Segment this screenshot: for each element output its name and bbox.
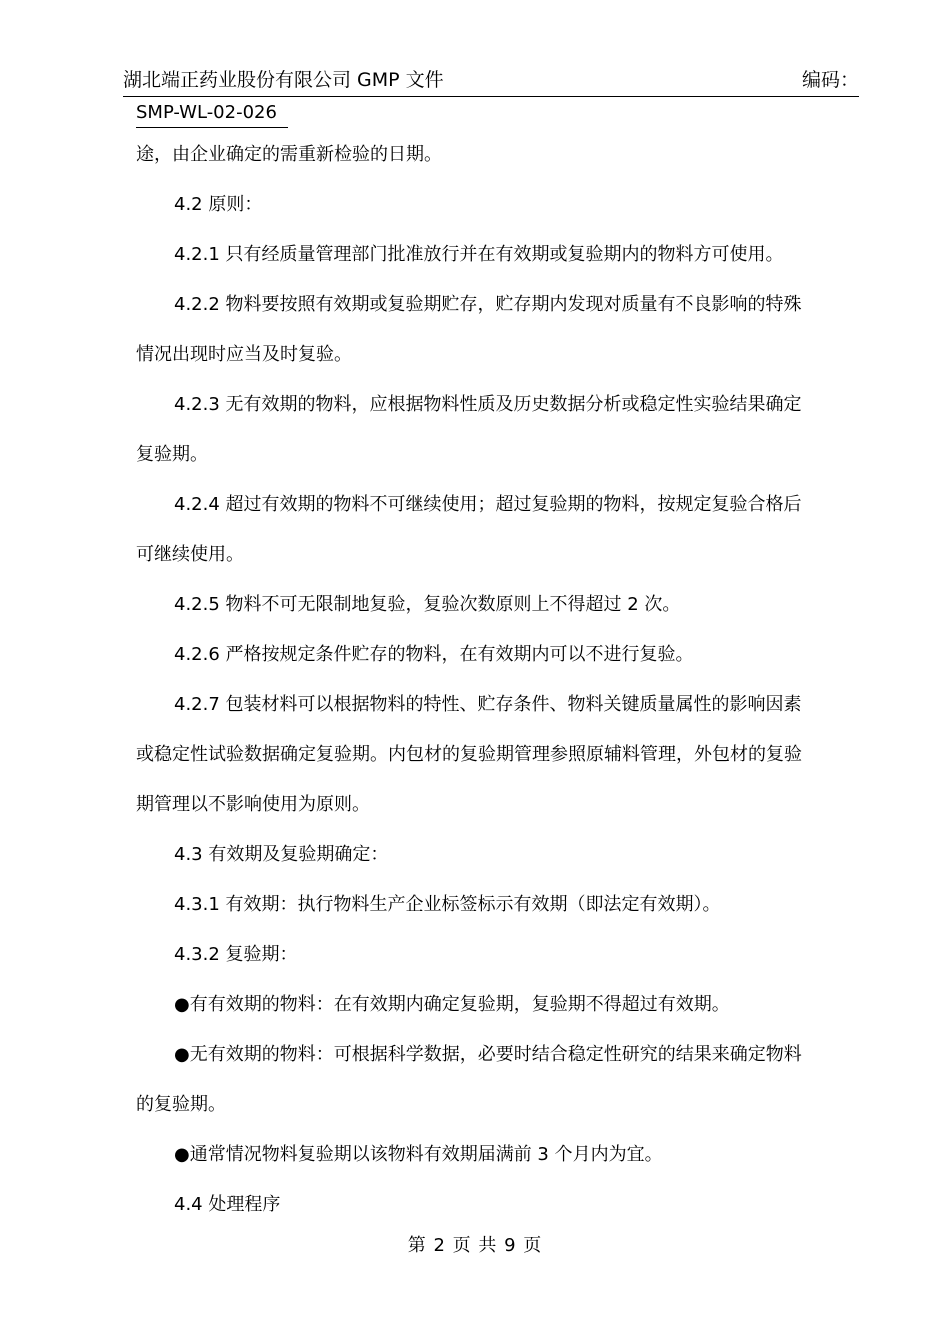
paragraph-line: 4.4 处理程序 xyxy=(174,1194,281,1215)
document-code-underline xyxy=(136,127,288,128)
page-header xyxy=(123,66,859,96)
paragraph-line: 4.2.1 只有经质量管理部门批准放行并在有效期或复验期内的物料方可使用。 xyxy=(174,244,784,265)
paragraph-line: 4.2.2 物料要按照有效期或复验期贮存，贮存期内发现对质量有不良影响的特殊 xyxy=(174,294,802,315)
paragraph-line: 4.2.3 无有效期的物料，应根据物料性质及历史数据分析或稳定性实验结果确定 xyxy=(174,394,802,415)
paragraph-line: 4.2.6 严格按规定条件贮存的物料，在有效期内可以不进行复验。 xyxy=(174,644,694,665)
paragraph-line: 或稳定性试验数据确定复验期。内包材的复验期管理参照原辅料管理，外包材的复验 xyxy=(136,744,802,765)
paragraph-line: 情况出现时应当及时复验。 xyxy=(136,344,352,365)
paragraph-line: 4.2.5 物料不可无限制地复验，复验次数原则上不得超过 2 次。 xyxy=(174,594,681,615)
code-label: 编码： xyxy=(801,69,859,91)
company-name: 湖北端正药业股份有限公司 GMP 文件 xyxy=(123,69,444,91)
paragraph-line: 4.2.4 超过有效期的物料不可继续使用；超过复验期的物料，按规定复验合格后 xyxy=(174,494,802,515)
paragraph-line: 途，由企业确定的需重新检验的日期。 xyxy=(136,144,442,165)
paragraph-line: 4.3 有效期及复验期确定： xyxy=(174,844,389,865)
paragraph-line: 复验期。 xyxy=(136,444,208,465)
document-body xyxy=(136,140,842,1240)
paragraph-line: 可继续使用。 xyxy=(136,544,244,565)
paragraph-line: ●有有效期的物料：在有效期内确定复验期，复验期不得超过有效期。 xyxy=(174,994,730,1015)
paragraph-line: 4.2.7 包装材料可以根据物料的特性、贮存条件、物料关键质量属性的影响因素 xyxy=(174,694,802,715)
paragraph-line: 4.3.2 复验期： xyxy=(174,944,298,965)
paragraph-line: 4.3.1 有效期：执行物料生产企业标签标示有效期（即法定有效期）。 xyxy=(174,894,721,915)
paragraph-line: ●无有效期的物料：可根据科学数据，必要时结合稳定性研究的结果来确定物料 xyxy=(174,1044,802,1065)
header-divider xyxy=(123,96,859,97)
paragraph-line: 期管理以不影响使用为原则。 xyxy=(136,794,370,815)
paragraph-line: 4.2 原则： xyxy=(174,194,263,215)
paragraph-line: ●通常情况物料复验期以该物料有效期届满前 3 个月内为宜。 xyxy=(174,1144,663,1165)
paragraph-line: 的复验期。 xyxy=(136,1094,226,1115)
page-number: 第 2 页 共 9 页 xyxy=(407,1235,543,1256)
document-code: SMP-WL-02-026 xyxy=(136,102,277,123)
